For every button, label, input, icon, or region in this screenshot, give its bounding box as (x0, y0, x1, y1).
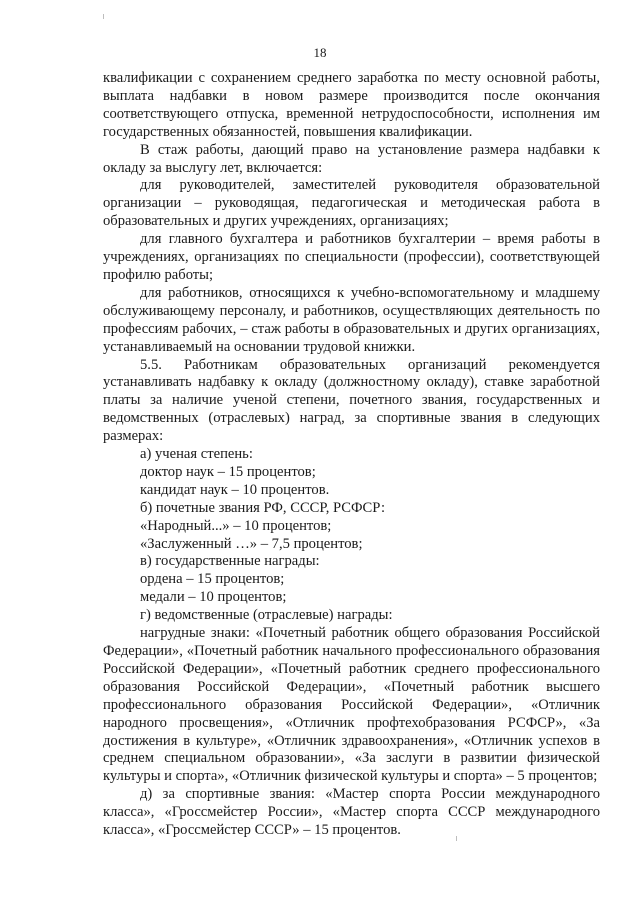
list-item: медали – 10 процентов; (140, 589, 287, 606)
list-item: «Народный...» – 10 процентов; (140, 517, 332, 534)
scan-mark-left (103, 14, 104, 19)
paragraph: д) за спортивные звания: «Мастер спорта России международного класса», «Гроссмейстер России», «Мастер спорта СССР международного класса», «Гроссмейстер СССР» – 15 процентов. (103, 786, 600, 839)
list-item: г) ведомственные (отраслевые) награды: (140, 607, 393, 624)
list-item: доктор наук – 15 процентов; (140, 463, 316, 480)
list-item: «Заслуженный …» – 7,5 процентов; (140, 535, 363, 552)
list-item: кандидат наук – 10 процентов. (140, 481, 330, 498)
paragraph: 5.5. Работникам образовательных организаций рекомендуется устанавливать надбавку к окладу (должностному окладу), ставке заработной платы за наличие ученой степени, почетного звания, государственных и ведомственных (отраслевых) наград, за спортивные звания в следующих размерах: (103, 356, 600, 445)
document-body (103, 70, 600, 840)
paragraph: квалификации с сохранением среднего заработка по месту основной работы, выплата надбавки в новом размере производится после окончания соответствующего отпуска, временной нетрудоспособности, исполнения им государственных обязанностей, повышения квалификации. (103, 70, 600, 140)
page-number: 18 (313, 45, 327, 60)
paragraph: нагрудные знаки: «Почетный работник общего образования Российской Федерации», «Почетный работник начального профессионального образования Российской Федерации», «Почетный работник среднего профессионального образования Российской Федерации», «Почетный работник высшего профессионального образования Российской Федерации», «Отличник народного просвещения», «Отличник профтехобразования РСФСР», «За достижения в культуре», «Отличник здравоохранения», «Отличник успехов в среднем специальном образовании», «За заслуги в развитии физической культуры и спорта», «Отличник физической культуры и спорта» – 5 процентов; (103, 625, 600, 785)
paragraph: В стаж работы, дающий право на установление размера надбавки к окладу за выслугу лет, включается: (103, 141, 600, 176)
paragraph: для работников, относящихся к учебно-вспомогательному и младшему обслуживающему персоналу, и работников, осуществляющих деятельность по профессиям рабочих, – стаж работы в образовательных и других организациях, устанавливаемый на основании трудовой книжки. (103, 284, 600, 355)
list-item: б) почетные звания РФ, СССР, РСФСР: (140, 499, 386, 516)
paragraph: для главного бухгалтера и работников бухгалтерии – время работы в учреждениях, организациях по специальности (профессии), соответствующей профилю работы; (103, 231, 600, 283)
paragraph: для руководителей, заместителей руководителя образовательной организации – руководящая, педагогическая и методическая работа в образовательных и других учреждениях, организациях; (103, 177, 600, 230)
list-item: а) ученая степень: (140, 446, 253, 463)
list-item: ордена – 15 процентов; (140, 571, 285, 588)
list-item: в) государственные награды: (140, 553, 320, 570)
